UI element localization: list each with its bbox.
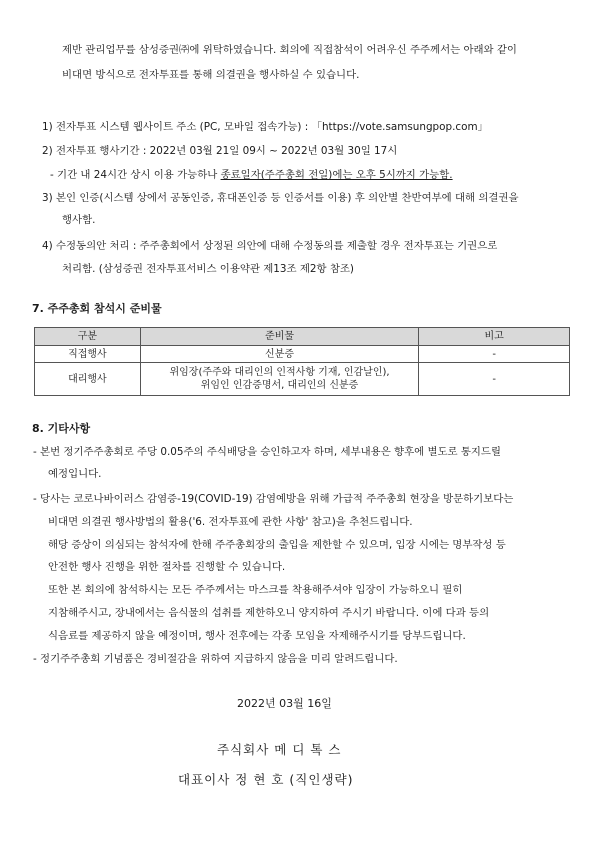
evote-item-4-line-2: 처리함. (삼성증권 전자투표서비스 이용약관 제13조 제2항 참조) bbox=[62, 263, 354, 275]
preparation-table bbox=[34, 327, 570, 396]
cell-items-proxy-line-1: 위임장(주주와 대리인의 인적사항 기재, 인감날인), bbox=[169, 367, 390, 378]
evote-item-2-note-deadline: 종료일자(주주총회 전일)에는 오후 5시까지 가능함. bbox=[220, 169, 453, 181]
header-note: 비고 bbox=[419, 328, 570, 346]
cell-items-proxy bbox=[140, 363, 418, 396]
section-8-bullet-2-line-3: 해당 증상이 의심되는 참석자에 한해 주주총회장의 출입을 제한할 수 있으며, 입장 시에는 명부작성 등 bbox=[48, 539, 506, 551]
table-row bbox=[35, 346, 570, 363]
section-8-bullet-2-line-2: 비대면 의결권 행사방법의 활용('6. 전자투표에 관한 사항' 참고)을 추천드립니다. bbox=[48, 516, 413, 528]
header-category: 구분 bbox=[35, 328, 141, 346]
section-8-bullet-2-line-7: 식음료를 제공하지 않을 예정이며, 행사 전후에는 각종 모임을 자제해주시기를 당부드립니다. bbox=[48, 630, 466, 642]
evote-item-4-line-1: 4) 수정동의안 처리 : 주주총회에서 상정된 의안에 대해 수정동의를 제출할 경우 전자투표는 기권으로 bbox=[42, 240, 498, 252]
section-8-bullet-3: - 정기주주총회 기념품은 경비절감을 위하여 지급하지 않음을 미리 알려드립니다. bbox=[33, 653, 398, 665]
cell-note-direct: - bbox=[419, 346, 570, 363]
section-8-bullet-2-line-4: 안전한 행사 진행을 위한 절차를 진행할 수 있습니다. bbox=[48, 561, 286, 573]
notice-date: 2022년 03월 16일 bbox=[237, 697, 332, 710]
section-8-bullet-1-line-2: 예정입니다. bbox=[48, 468, 102, 480]
section-8-bullet-2-line-1: - 당사는 코로나바이러스 감염증-19(COVID-19) 감염예방을 위해 가급적 주주총회 현장을 방문하기보다는 bbox=[33, 493, 514, 505]
evote-item-2-note bbox=[50, 169, 453, 181]
evote-item-1: 1) 전자투표 시스템 웹사이트 주소 (PC, 모바일 접속가능) : 「https://vote.samsungpop.com」 bbox=[42, 121, 488, 133]
cell-type-proxy: 대리행사 bbox=[35, 363, 141, 396]
company-name: 주식회사 메 디 톡 스 bbox=[217, 742, 342, 757]
evote-item-2: 2) 전자투표 행사기간 : 2022년 03월 21일 09시 ~ 2022년 03월 30일 17시 bbox=[42, 145, 398, 157]
section-8-bullet-1-line-1: - 본번 정기주주총회로 주당 0.05주의 주식배당을 승인하고자 하며, 세부내용은 향후에 별도로 통지드릴 bbox=[33, 446, 502, 458]
cell-type-direct: 직접행사 bbox=[35, 346, 141, 363]
header-items: 준비물 bbox=[140, 328, 418, 346]
cell-items-proxy-line-2: 위임인 인감증명서, 대리인의 신분증 bbox=[200, 380, 359, 391]
preparation-table-header bbox=[35, 328, 570, 346]
ceo-signature-line: 대표이사 정 현 호 (직인생략) bbox=[178, 772, 354, 787]
section-8-bullet-2-line-5: 또한 본 회의에 참석하시는 모든 주주께서는 마스크를 착용해주셔야 입장이 가능하오니 필히 bbox=[48, 584, 463, 596]
cell-note-proxy: - bbox=[419, 363, 570, 396]
section-7-title: 7. 주주총회 참석시 준비물 bbox=[32, 302, 162, 315]
cell-items-direct: 신분증 bbox=[140, 346, 418, 363]
evote-item-3-line-1: 3) 본인 인증(시스템 상에서 공동인증, 휴대폰인증 등 인증서를 이용) 후 의안별 찬반여부에 대해 의결권을 bbox=[42, 192, 519, 204]
table-row bbox=[35, 363, 570, 396]
intro-line-1: 제반 관리업무를 삼성증권㈜에 위탁하였습니다. 회의에 직접참석이 어려우신 주주께서는 아래와 같이 bbox=[62, 44, 517, 56]
section-8-bullet-2-line-6: 지참해주시고, 장내에서는 음식물의 섭취를 제한하오니 양지하여 주시기 바랍니다. 이에 다과 등의 bbox=[48, 607, 490, 619]
section-8-title: 8. 기타사항 bbox=[32, 422, 91, 435]
evote-item-2-note-prefix: - 기간 내 24시간 상시 이용 가능하나 bbox=[50, 169, 221, 181]
intro-line-2: 비대면 방식으로 전자투표를 통해 의결권을 행사하실 수 있습니다. bbox=[62, 69, 360, 81]
evote-item-3-line-2: 행사함. bbox=[62, 214, 96, 226]
